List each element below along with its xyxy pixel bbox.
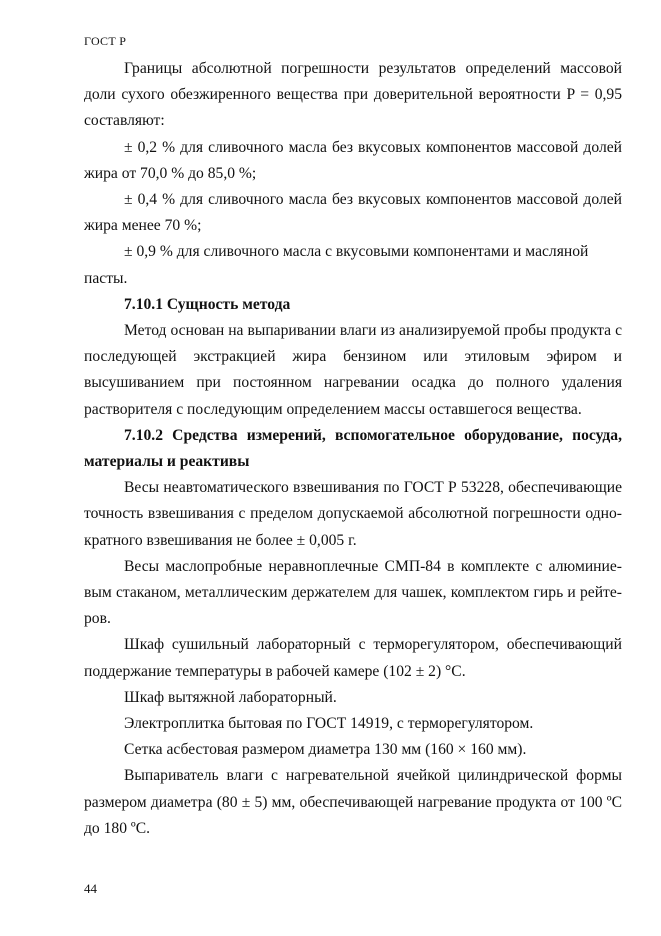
page-body <box>84 56 622 842</box>
paragraph-hotplate: Электроплитка бытовая по ГОСТ 14919, с терморегулятором. <box>124 715 534 733</box>
section-heading-7-10-1: 7.10.1 Сущность метода <box>124 295 291 313</box>
document-header-code: ГОСТ Р <box>84 34 127 48</box>
paragraph-asbestos-grid: Сетка асбестовая размером диаметра 130 мм (160 × 160 мм). <box>124 741 527 759</box>
paragraph-error-limit-2: ± 0,4 % для сливочного масла без вкусовых компонентов массовой долей жира менее 70 %; <box>84 191 622 235</box>
paragraph-error-limits-intro: Границы абсолютной погрешности результатов определений массовой доли сухого обезжиренного вещества при доверительной вероятности P = 0,95 составляют: <box>84 60 622 130</box>
paragraph-error-limit-1: ± 0,2 % для сливочного масла без вкусовых компонентов массовой долей жира от 70,0 % до 85,0 %; <box>84 138 622 182</box>
paragraph-drying-cabinet: Шкаф сушильный лабораторный с терморегулятором, обеспечивающий поддержание температуры в рабочей камере (102 ± 2) °С. <box>84 636 622 680</box>
paragraph-scales-nonautomatic: Весы неавтоматического взвешивания по ГОСТ Р 53228, обеспечивающие точность взвешивания с пределом допускаемой абсолютной погрешности однократного взвешивания не более ± 0,005 г. <box>84 479 622 549</box>
paragraph-method-essence: Метод основан на выпаривании влаги из анализируемой пробы продукта с последующей экстракцией жира бензином или этиловым эфиром и высушиванием при постоянном нагревании осадка до полного удаления растворителя с последующим определением массы оставшегося вещества. <box>84 322 622 418</box>
paragraph-moisture-evaporator: Выпариватель влаги с нагревательной ячейкой цилиндрической формы размером диаметра (80 ± 5) мм, обеспечивающей нагревание продукта от 100 ºС до 180 ºС. <box>84 767 622 837</box>
page-number: 44 <box>84 881 97 896</box>
paragraph-scales-smp84: Весы маслопробные неравноплечные СМП-84 в комплекте с алюминиевым стаканом, металлическим держателем для чашек, комплектом гирь и рейтеров. <box>84 557 622 628</box>
paragraph-fume-hood: Шкаф вытяжной лабораторный. <box>124 688 337 706</box>
section-heading-7-10-2: 7.10.2 Средства измерений, вспомогательное оборудование, посуда, материалы и реактивы <box>84 426 622 471</box>
paragraph-error-limit-3: ± 0,9 % для сливочного масла с вкусовыми компонентами и масляной пасты. <box>84 243 589 287</box>
